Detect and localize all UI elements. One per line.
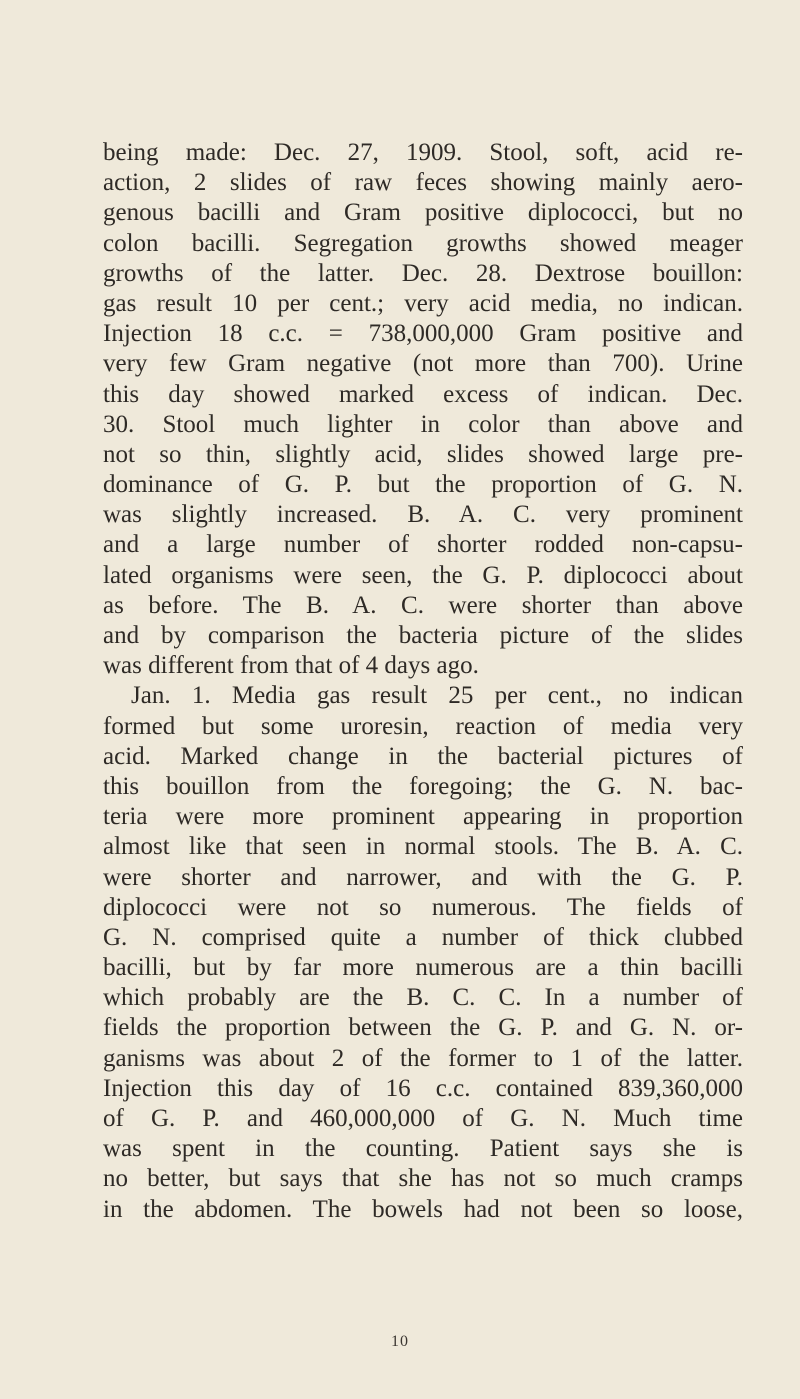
text-line: G. N. comprised quite a number of thick clubbed xyxy=(103,923,743,951)
text-line: teria were more prominent appearing in proportion xyxy=(103,803,743,831)
text-line: was spent in the counting. Patient says she is xyxy=(103,1135,743,1163)
body-text xyxy=(103,138,743,1225)
text-line: fields the proportion between the G. P. and G. N. or- xyxy=(103,1014,743,1042)
text-line: genous bacilli and Gram positive diplococci, but no xyxy=(103,199,743,227)
text-line: formed but some uroresin, reaction of media very xyxy=(103,712,743,740)
text-line: were shorter and narrower, and with the G. P. xyxy=(103,863,743,891)
text-line: lated organisms were seen, the G. P. diplococci about xyxy=(103,561,743,589)
text-line: ganisms was about 2 of the former to 1 of the latter. xyxy=(103,1044,743,1072)
text-line: as before. The B. A. C. were shorter than above xyxy=(103,591,743,619)
text-line: being made: Dec. 27, 1909. Stool, soft, acid re- xyxy=(103,139,743,166)
text-line: and by comparison the bacteria picture of the slides xyxy=(103,622,743,649)
text-line: almost like that seen in normal stools. The B. A. C. xyxy=(103,833,743,861)
text-line: of G. P. and 460,000,000 of G. N. Much time xyxy=(103,1105,743,1132)
text-line: colon bacilli. Segregation growths showed meager xyxy=(103,229,743,257)
text-line: very few Gram negative (not more than 700). Urine xyxy=(103,350,743,378)
text-line: gas result 10 per cent.; very acid media, no indican. xyxy=(103,289,743,317)
text-line: bacilli, but by far more numerous are a thin bacilli xyxy=(103,954,743,982)
text-line: Injection 18 c.c. = 738,000,000 Gram positive and xyxy=(103,320,743,348)
text-line: growths of the latter. Dec. 28. Dextrose bouillon: xyxy=(103,259,743,287)
text-line: this bouillon from the foregoing; the G. N. bac- xyxy=(103,772,743,800)
text-line: was different from that of 4 days ago. xyxy=(103,652,479,680)
page-number: 10 xyxy=(391,1333,409,1350)
text-line: diplococci were not so numerous. The fields of xyxy=(103,893,743,921)
text-line: action, 2 slides of raw feces showing mainly aero- xyxy=(103,169,743,197)
text-line: Injection this day of 16 c.c. contained 839,360,000 xyxy=(103,1074,743,1102)
text-line: which probably are the B. C. C. In a number of xyxy=(103,984,743,1012)
text-line: dominance of G. P. but the proportion of G. N. xyxy=(103,471,743,499)
text-line: no better, but says that she has not so much cramps xyxy=(103,1165,743,1193)
text-line: Jan. 1. Media gas result 25 per cent., no indican xyxy=(131,682,743,710)
text-line: 30. Stool much lighter in color than above and xyxy=(103,410,743,438)
text-line: this day showed marked excess of indican. Dec. xyxy=(103,380,743,408)
text-line: not so thin, slightly acid, slides showed large pre- xyxy=(103,440,743,468)
text-line: and a large number of shorter rodded non-capsu- xyxy=(103,531,743,559)
text-line: in the abdomen. The bowels had not been so loose, xyxy=(103,1195,743,1223)
text-line: was slightly increased. B. A. C. very prominent xyxy=(103,501,743,529)
text-line: acid. Marked change in the bacterial pictures of xyxy=(103,742,743,770)
